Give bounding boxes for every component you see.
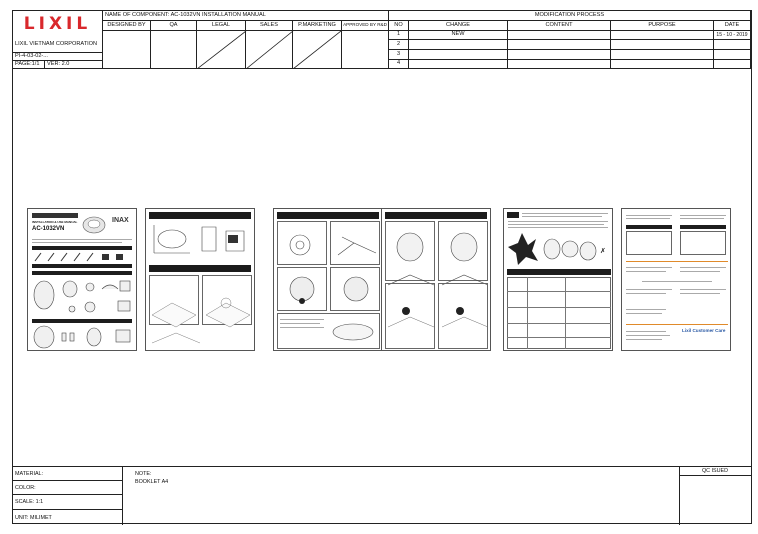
mod-row-change	[409, 60, 508, 69]
mod-row-content	[508, 40, 611, 50]
mod-row-purpose	[611, 50, 714, 60]
mod-row-content	[508, 31, 611, 40]
scale-label: SCALE: 1:1	[13, 495, 123, 510]
cover-title: AC-1032VN	[32, 226, 65, 232]
mod-row-change: NEW	[409, 31, 508, 40]
mod-row-purpose	[611, 31, 714, 40]
material-label: MATERIAL:	[13, 467, 123, 481]
mod-row-date: 15 - 10 - 2019	[714, 31, 751, 40]
mod-col-no: NO	[389, 21, 409, 31]
mod-row-no: 1	[389, 31, 409, 40]
mod-row-purpose	[611, 40, 714, 50]
drawing-frame	[12, 10, 752, 524]
lixil-logo: LIXIL	[13, 11, 103, 37]
note-label: NOTE:	[135, 471, 152, 477]
dimension-drawing	[150, 221, 252, 259]
warning-graphics	[508, 231, 610, 267]
cover-banner	[32, 213, 78, 218]
mod-row-no: 4	[389, 60, 409, 69]
spec-table	[507, 277, 611, 349]
company-name: LIXIL VIETNAM CORPORATION	[13, 37, 103, 53]
booklet-page-cover	[27, 208, 137, 351]
customer-care-logo: Lixil Customer Care	[682, 328, 726, 333]
mod-col-content: CONTENT	[508, 21, 611, 31]
modification-title: MODIFICATION PROCESS	[389, 11, 751, 21]
mod-row-no: 3	[389, 50, 409, 60]
page-number: PAGE:1/1	[13, 61, 45, 69]
booklet-page-6	[621, 208, 731, 351]
sign-designed	[103, 31, 151, 69]
cover-subtitle: INSTALLATION & USE MANUAL	[32, 220, 78, 224]
title-block	[13, 11, 751, 69]
note-text: BOOKLET A4	[135, 479, 169, 485]
grid-floor	[150, 285, 250, 349]
seal-ring	[330, 321, 376, 343]
booklet-page-5	[503, 208, 613, 351]
mod-col-change: CHANGE	[409, 21, 508, 31]
mod-col-purpose: PURPOSE	[611, 21, 714, 31]
parts-illustrations-2	[32, 325, 132, 349]
bottom-block	[13, 466, 751, 524]
col-qa: QA	[151, 21, 197, 31]
parts-illustrations	[32, 277, 132, 317]
component-name: NAME OF COMPONENT: AC-1032VN INSTALLATION MANUAL	[103, 11, 389, 21]
flange-drawing	[280, 227, 380, 263]
col-designed-by: DESIGNED BY	[103, 21, 151, 31]
mod-col-date: DATE	[714, 21, 751, 31]
booklet-page-4	[381, 208, 491, 351]
qc-label: QC ISUED	[679, 467, 751, 476]
booklet-page-2	[145, 208, 255, 351]
col-approved-rd: APPROVED BY R&D	[342, 21, 389, 31]
mod-row-content	[508, 50, 611, 60]
sign-rd	[342, 31, 389, 69]
inax-logo: INAX	[112, 217, 129, 224]
toilet-illustration	[80, 214, 108, 236]
col-p-marketing: P.MARKETING	[293, 21, 342, 31]
mod-row-date	[714, 40, 751, 50]
mod-row-no: 2	[389, 40, 409, 50]
void-strikes	[197, 31, 341, 69]
col-sales: SALES	[246, 21, 293, 31]
color-label: COLOR:	[13, 481, 123, 495]
svg-text:✗: ✗	[600, 247, 606, 255]
toilet-placement	[280, 273, 380, 309]
booklet-page-3	[273, 208, 383, 351]
mod-row-content	[508, 60, 611, 69]
unit-label: UNIT: MILIMET	[13, 510, 123, 525]
col-legal: LEGAL	[197, 21, 246, 31]
version: VER: 2.0	[45, 61, 103, 69]
mod-row-date	[714, 50, 751, 60]
sign-qa	[151, 31, 197, 69]
doc-code: PI-4-03-02-...	[13, 53, 103, 61]
mod-row-date	[714, 60, 751, 69]
mod-row-change	[409, 40, 508, 50]
mod-row-purpose	[611, 60, 714, 69]
tools-row	[32, 252, 132, 262]
mod-row-change	[409, 50, 508, 60]
